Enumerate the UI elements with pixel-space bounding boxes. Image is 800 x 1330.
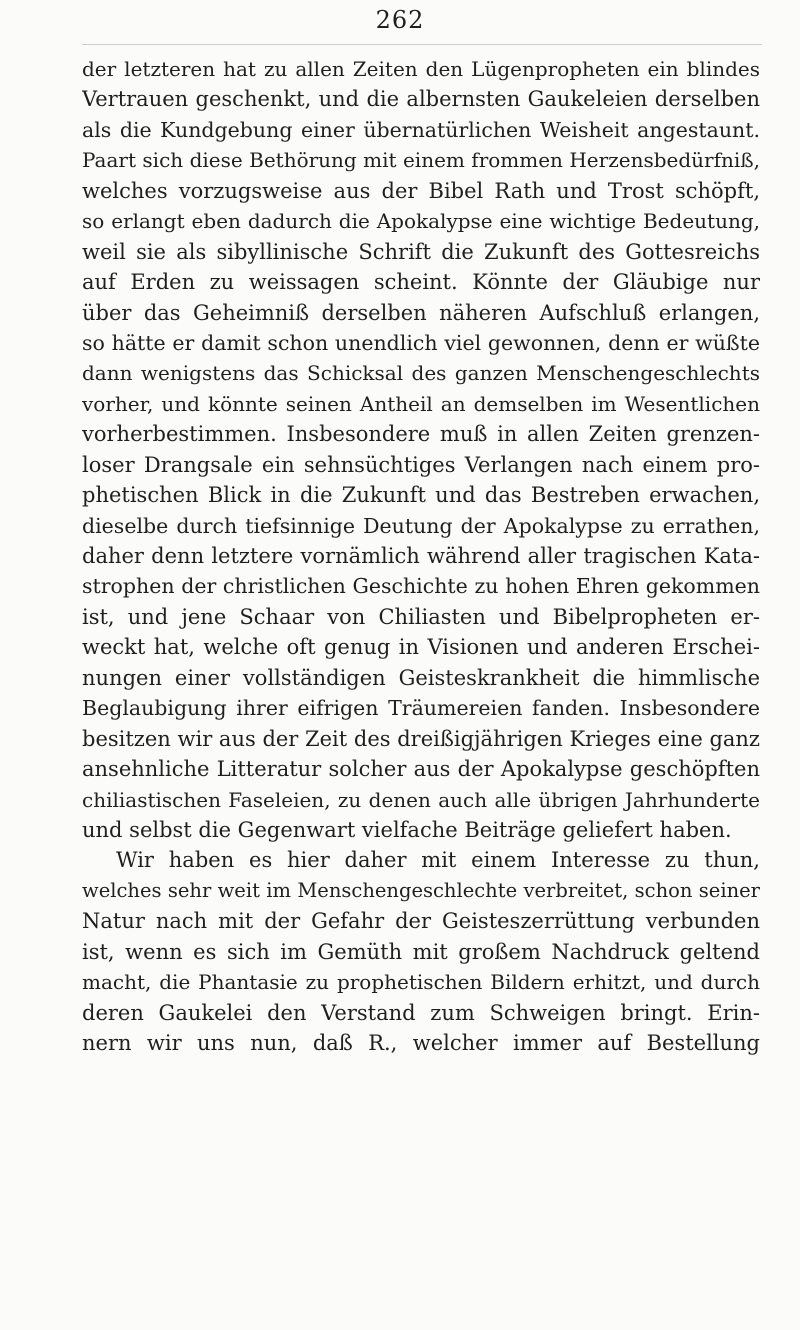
- text-line: daher denn letztere vornämlich während aller tragischen Kata-: [82, 544, 760, 568]
- text-line: macht, die Phantasie zu prophetischen Bildern erhitzt, und durch: [82, 970, 760, 995]
- text-line: Natur nach mit der Gefahr der Geisteszerrüttung verbunden: [82, 909, 760, 934]
- text-line: Vertrauen geschenkt, und die albernsten Gaukeleien derselben: [82, 87, 760, 112]
- text-line: weckt hat, welche oft genug in Visionen und anderen Erschei-: [82, 635, 760, 660]
- header-rule: [82, 44, 762, 45]
- text-line: loser Drangsale ein sehnsüchtiges Verlangen nach einem pro-: [82, 452, 760, 477]
- text-line: vorher, und könnte seinen Antheil an demselben im Wesentlichen: [82, 391, 760, 416]
- text-line: strophen der christlichen Geschichte zu hohen Ehren gekommen: [82, 574, 760, 599]
- text-line: welches vorzugsweise aus der Bibel Rath und Trost schöpft,: [82, 178, 760, 203]
- text-line: vorherbestimmen. Insbesondere muß in allen Zeiten grenzen-: [82, 422, 760, 447]
- page-number: 262: [375, 6, 425, 34]
- text-line: über das Geheimniß derselben näheren Aufschluß erlangen,: [82, 300, 760, 325]
- text-line: welches sehr weit im Menschengeschlechte verbreitet, schon seiner: [82, 878, 760, 902]
- text-line: nungen einer vollständigen Geisteskrankheit die himmlische: [82, 665, 760, 690]
- text-line: so hätte er damit schon unendlich viel gewonnen, denn er wüßte: [82, 330, 760, 355]
- text-line: phetischen Blick in die Zukunft und das Bestreben erwachen,: [82, 483, 760, 508]
- text-line: nern wir uns nun, daß R., welcher immer auf Bestellung: [82, 1031, 760, 1055]
- text-line: weil sie als sibyllinische Schrift die Zukunft des Gottesreichs: [82, 239, 760, 264]
- body-text: [82, 54, 760, 1058]
- text-line: Beglaubigung ihrer eifrigen Träumereien fanden. Insbesondere: [82, 696, 760, 721]
- text-line: ist, und jene Schaar von Chiliasten und Bibelpropheten er-: [82, 604, 760, 629]
- text-line: als die Kundgebung einer übernatürlichen Weisheit angestaunt.: [82, 117, 760, 142]
- text-line: auf Erden zu weissagen scheint. Könnte der Gläubige nur: [82, 270, 760, 295]
- text-line: Wir haben es hier daher mit einem Interesse zu thun,: [116, 848, 760, 873]
- text-line: ist, wenn es sich im Gemüth mit großem Nachdruck geltend: [82, 939, 760, 964]
- text-line: der letzteren hat zu allen Zeiten den Lügenpropheten ein blindes: [82, 57, 760, 81]
- text-line: dieselbe durch tiefsinnige Deutung der Apokalypse zu errathen,: [82, 513, 760, 538]
- text-line: ansehnliche Litteratur solcher aus der Apokalypse geschöpften: [82, 757, 760, 782]
- text-line: dann wenigstens das Schicksal des ganzen Menschengeschlechts: [82, 361, 760, 386]
- text-line: und selbst die Gegenwart vielfache Beiträge geliefert haben.: [82, 817, 732, 842]
- text-line: so erlangt eben dadurch die Apokalypse eine wichtige Bedeutung,: [82, 209, 760, 234]
- text-line: chiliastischen Faseleien, zu denen auch alle übrigen Jahrhunderte: [82, 787, 760, 812]
- text-line: besitzen wir aus der Zeit des dreißigjährigen Krieges eine ganz: [82, 726, 760, 751]
- text-line: Paart sich diese Bethörung mit einem frommen Herzensbedürfniß,: [82, 148, 760, 173]
- text-line: deren Gaukelei den Verstand zum Schweigen bringt. Erin-: [82, 1000, 760, 1025]
